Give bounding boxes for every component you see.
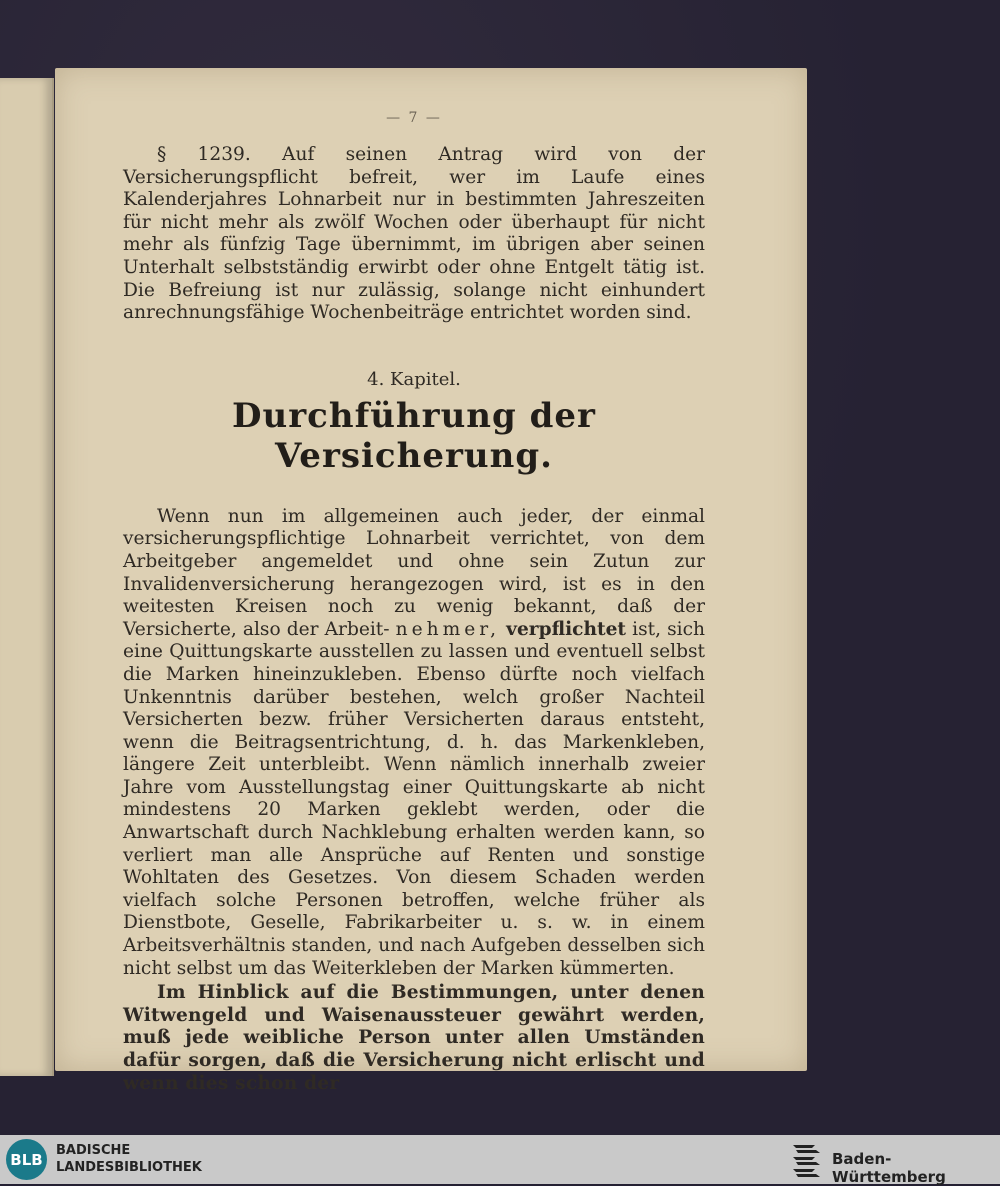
body-text-bold: verpflichtet <box>506 618 627 640</box>
left-page-edge <box>0 78 54 1076</box>
book-page <box>55 68 807 1094</box>
page-content <box>123 110 705 1095</box>
bw-name[interactable]: Baden-Württemberg <box>832 1150 946 1186</box>
body-text-spaced: nehmer, <box>395 618 501 640</box>
footer-bar <box>0 1135 1000 1184</box>
body-text-part1: Wenn nun im allgemeinen auch jeder, der einmal versicherungspflichtige Lohnarbeit verrichtet, von dem Arbeitgeber angemeldet und ohne sein Zutun zur Invalidenversicherung herangezogen wird, ist es in den weitesten Kreisen noch zu wenig bekannt, daß der Versicherte, also der Arbeit- <box>123 505 705 640</box>
bold-paragraph: Im Hinblick auf die Bestimmungen, unter denen Witwengeld und Waisenaussteuer gewährt werden, muß jede weibliche Person unter allen Umständen dafür sorgen, daß die Versicherung nicht erlischt und wenn dies schon der <box>123 982 705 1094</box>
body-text-part2: ist, sich eine Quittungskarte ausstellen zu lassen und eventuell selbst die Marken hineinzukleben. Ebenso dürfte noch vielfach Unkenntnis darüber bestehen, welch großer Nachteil Versicherten bezw. früher Versicherten daraus entsteht, wenn die Beitragsentrichtung, d. h. das Markenkleben, längere Zeit unterbleibt. Wenn nämlich innerhalb zweier Jahre vom Ausstellungstag einer Quittungskarte ab nicht mindestens 20 Marken geklebt werden, oder die Anwartschaft durch Nachklebung erhalten werden kann, so verliert man alle Ansprüche auf Renten und sonstige Wohltaten des Gesetzes. Von diesem Schaden werden vielfach solche Personen betroffen, welche früher als Dienstbote, Geselle, Fabrikarbeiter u. s. w. in einem Arbeitsverhältnis standen, und nach Aufgeben desselben sich nicht selbst um das Weiterkleben der Marken kümmerten. <box>123 618 705 979</box>
chapter-label: 4. Kapitel. <box>367 368 461 390</box>
blb-name[interactable] <box>56 1142 202 1176</box>
paragraph-1239: § 1239. Auf seinen Antrag wird von der Versicherungspflicht befreit, wer im Laufe eines Kalenderjahres Lohnarbeit nur in bestimmten Jahreszeiten für nicht mehr als zwölf Wochen oder überhaupt für nicht mehr als fünfzig Tage übernimmt, im übrigen aber seinen Unterhalt selbstständig erwirbt oder ohne Entgelt tätig ist. Die Befreiung ist nur zulässig, solange nicht einhundert anrechnungsfähige Wochenbeiträge entrichtet worden sind. <box>123 144 705 324</box>
blb-name-line1: BADISCHE <box>56 1143 131 1158</box>
blb-logo[interactable]: BLB <box>6 1139 47 1180</box>
page-number: — 7 — <box>386 110 442 126</box>
body-paragraph <box>123 506 705 980</box>
blb-name-line2: LANDESBIBLIOTHEK <box>56 1160 202 1175</box>
baden-wuerttemberg-lions-icon <box>790 1141 824 1179</box>
chapter-heading: Durchführung der Versicherung. <box>232 395 596 476</box>
